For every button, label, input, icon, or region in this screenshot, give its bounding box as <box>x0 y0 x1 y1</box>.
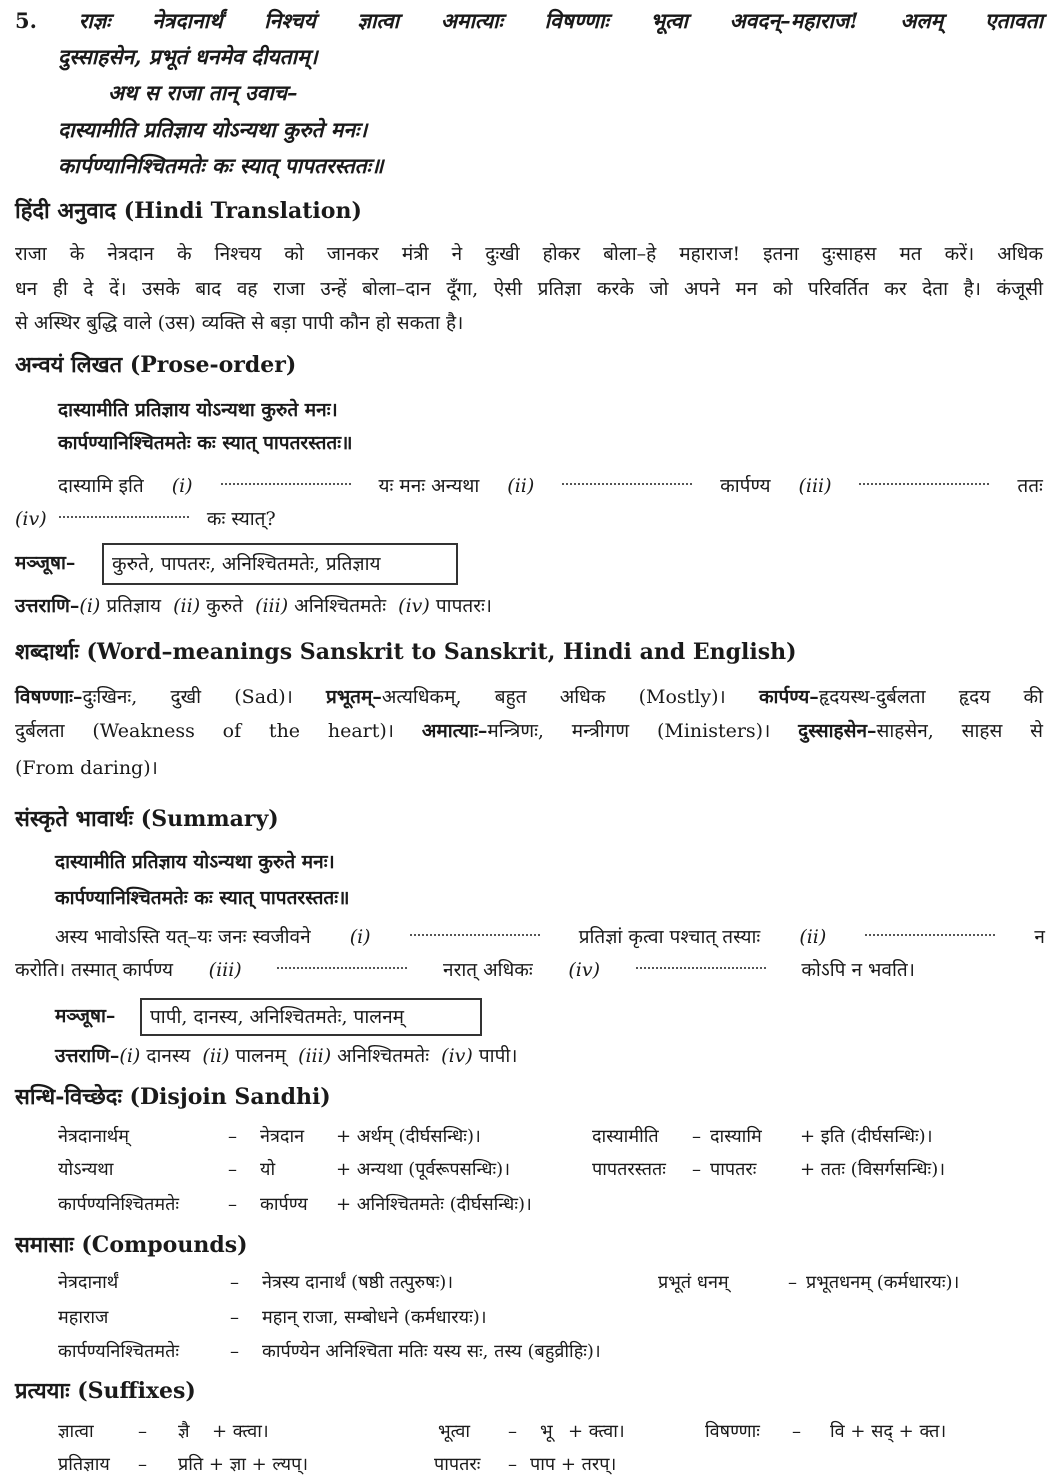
blank-dots <box>410 924 540 936</box>
blank-label: (i) <box>349 926 371 948</box>
term: प्रभूतम्– <box>326 686 382 708</box>
blank-dots <box>636 957 766 969</box>
samasa-cell: – <box>230 1272 239 1293</box>
summary-fill-line-1 <box>55 924 1045 950</box>
sandhi-cell: नेत्रदान <box>260 1126 305 1147</box>
suffixes-cell: – <box>792 1421 801 1442</box>
meaning: मन्त्रिणः, मन्त्रीगण (Ministers)। <box>487 720 799 742</box>
suffixes-cell: विषण्णाः <box>705 1421 760 1442</box>
word-meaning-line <box>15 755 158 781</box>
answer-num: (iii) <box>298 1045 332 1067</box>
answer-num: (i) <box>79 595 101 617</box>
heading-samasa: समासाः (Compounds) <box>15 1232 248 1258</box>
sandhi-cell: – <box>692 1159 701 1180</box>
sandhi-cell: पापतरस्ततः <box>592 1159 666 1180</box>
answer-num: (i) <box>119 1045 141 1067</box>
summary-answers <box>55 1043 518 1069</box>
word-box <box>102 543 458 585</box>
translation-line: धन ही दे दें। उसके बाद वह राजा उन्हें बोला–दान दूँगा, ऐसी प्रतिज्ञा करके जो अपने मन को परिवर्तित कर देता है। कंजूसी <box>15 278 1043 300</box>
blank-label: (iii) <box>798 475 832 497</box>
term: अमात्याः– <box>421 720 488 742</box>
samasa-cell: महाराज <box>58 1307 109 1328</box>
meaning: हृदयस्थ-दुर्बलता हृदय की <box>818 686 1043 708</box>
suffixes-cell: पापतरः <box>434 1454 481 1475</box>
word-box-label: मञ्जूषा– <box>15 552 76 574</box>
samasa-cell: प्रभूतं धनम् <box>658 1272 729 1293</box>
blank-label: (ii) <box>507 475 535 497</box>
fill-text: यः मनः अन्यथा <box>378 475 480 497</box>
answer: पापी। <box>478 1045 518 1067</box>
fill-text: कोऽपि न भवति। <box>801 959 915 981</box>
sandhi-cell: + अनिश्चितमतेः (दीर्घसन्धिः)। <box>336 1194 532 1215</box>
word-box <box>140 998 482 1036</box>
samasa-cell: कार्पण्येन अनिश्चिता मतिः यस्य सः, तस्य (बहुव्रीहिः)। <box>262 1341 601 1362</box>
samasa-cell: कार्पण्यनिश्चितमतेः <box>58 1341 180 1362</box>
suffixes-cell: भू <box>540 1421 553 1442</box>
answer: अनिश्चितमतेः <box>294 595 387 617</box>
blank-dots <box>562 473 692 485</box>
heading-prose-order: अन्वयं लिखत (Prose-order) <box>15 352 297 378</box>
suffixes-cell: पाप + तरप्। <box>530 1454 617 1475</box>
answer-num: (ii) <box>202 1045 230 1067</box>
sandhi-cell: योऽन्यथा <box>58 1159 114 1180</box>
verse-text: राज्ञः नेत्रदानार्थं निश्चयं ज्ञात्वा अमात्याः विषण्णाः भूत्वा अवदन्–महाराज! अलम् एतावता <box>78 8 1044 33</box>
samasa-cell: प्रभूतधनम् (कर्मधारयः)। <box>806 1272 960 1293</box>
heading-summary: संस्कृते भावार्थः (Summary) <box>15 806 279 832</box>
prose-fill-line-1 <box>58 473 1043 499</box>
suffixes-cell: प्रति + ज्ञा + ल्यप्। <box>178 1454 309 1475</box>
suffixes-cell: + क्त्वा। <box>212 1421 269 1442</box>
heading-word-meanings: शब्दार्थाः (Word–meanings Sanskrit to Sanskrit, Hindi and English) <box>15 639 797 665</box>
suffixes-cell: – <box>138 1421 147 1442</box>
prose-verse-2: कार्पण्यानिश्चितमतेः कः स्यात् पापतरस्ततः॥ <box>58 432 353 454</box>
blank-label: (iii) <box>208 959 242 981</box>
meaning: अत्यधिकम्, बहुत अधिक (Mostly)। <box>381 686 759 708</box>
blank-dots <box>865 924 995 936</box>
blank-dots <box>221 473 351 485</box>
fill-text: कार्पण्य <box>720 475 771 497</box>
meaning: (From daring)। <box>15 757 158 779</box>
blank-label: (iv) <box>15 508 47 530</box>
term: विषण्णाः– <box>15 686 83 708</box>
answer: पालनम् <box>235 1045 286 1067</box>
summary-verse-1: दास्यामीति प्रतिज्ञाय योऽन्यथा कुरुते मनः। <box>55 851 335 873</box>
word-box-label: मञ्जूषा– <box>55 1005 116 1027</box>
suffixes-cell: + क्त्वा। <box>568 1421 625 1442</box>
term: कार्पण्य– <box>758 686 819 708</box>
term: दुस्साहसेन– <box>798 720 877 742</box>
sandhi-cell: कार्पण्य <box>260 1194 308 1215</box>
sandhi-cell: नेत्रदानार्थम् <box>58 1126 130 1147</box>
blank-dots <box>59 506 189 518</box>
samasa-cell: महान् राजा, सम्बोधने (कर्मधारयः)। <box>262 1307 487 1328</box>
blank-dots <box>859 473 989 485</box>
answer: दानस्य <box>146 1045 191 1067</box>
sandhi-cell: पापतरः <box>710 1159 757 1180</box>
fill-text: नरात् अधिकः <box>443 959 533 981</box>
blank-label: (ii) <box>799 926 827 948</box>
verse-line-4: दास्यामीति प्रतिज्ञाय योऽन्यथा कुरुते मनः। <box>58 117 368 142</box>
blank-dots <box>277 957 407 969</box>
answer: पापतरः। <box>435 595 493 617</box>
heading-hindi-translation: हिंदी अनुवाद (Hindi Translation) <box>15 198 362 224</box>
answer: अनिश्चितमतेः <box>337 1045 430 1067</box>
translation-line: से अस्थिर बुद्धि वाले (उस) व्यक्ति से बड़ा पापी कौन हो सकता है। <box>15 312 464 334</box>
sandhi-cell: यो <box>260 1159 276 1180</box>
translation-line: राजा के नेत्रदान के निश्चय को जानकर मंत्री ने दुःखी होकर बोला–हे महाराज! इतना दुःसाहस मत करें। अधिक <box>15 243 1043 265</box>
heading-suffixes: प्रत्ययाः (Suffixes) <box>15 1378 196 1404</box>
summary-fill-line-2 <box>15 957 915 983</box>
verse-line-5: कार्पण्यानिश्चितमतेः कः स्यात् पापतरस्ततः॥ <box>58 153 384 178</box>
suffixes-cell: ज्ञात्वा <box>58 1421 94 1442</box>
fill-text: दास्यामि इति <box>58 475 144 497</box>
sandhi-cell: + इति (दीर्घसन्धिः)। <box>800 1126 933 1147</box>
word-box-words: कुरुते, पापतरः, अनिश्चितमतेः, प्रतिज्ञाय <box>112 553 381 575</box>
meaning: दुःखिनः, दुखी (Sad)। <box>82 686 327 708</box>
suffixes-cell: वि + सद् + क्त। <box>830 1421 947 1442</box>
sandhi-cell: + अन्यथा (पूर्वरूपसन्धिः)। <box>336 1159 511 1180</box>
fill-text: न <box>1034 926 1045 948</box>
answer-num: (iv) <box>398 595 430 617</box>
blank-label: (iv) <box>568 959 600 981</box>
prose-verse-1: दास्यामीति प्रतिज्ञाय योऽन्यथा कुरुते मनः। <box>58 399 338 421</box>
word-box-words: पापी, दानस्य, अनिश्चितमतेः, पालनम् <box>150 1006 405 1028</box>
sandhi-cell: – <box>228 1126 237 1147</box>
verse-line-1 <box>15 8 1043 34</box>
answers-label: उत्तराणि– <box>55 1045 120 1067</box>
sandhi-cell: – <box>692 1126 701 1147</box>
prose-answers <box>15 593 492 619</box>
answers-label: उत्तराणि– <box>15 595 80 617</box>
answer: कुरुते <box>206 595 243 617</box>
blank-label: (i) <box>171 475 193 497</box>
word-meaning-line <box>15 718 1043 744</box>
sandhi-cell: दास्यामीति <box>592 1126 659 1147</box>
sandhi-cell: + अर्थम् (दीर्घसन्धिः)। <box>336 1126 481 1147</box>
answer-num: (iii) <box>255 595 289 617</box>
samasa-cell: नेत्रदानार्थं <box>58 1272 119 1293</box>
samasa-cell: नेत्रस्य दानार्थं (षष्ठी तत्पुरुषः)। <box>262 1272 454 1293</box>
answer-num: (iv) <box>441 1045 473 1067</box>
fill-text: प्रतिज्ञां कृत्वा पश्चात् तस्याः <box>578 926 761 948</box>
verse-number: 5. <box>15 8 37 33</box>
answer: प्रतिज्ञाय <box>106 595 162 617</box>
meaning: दुर्बलता (Weakness of the heart)। <box>15 720 422 742</box>
word-meaning-line <box>15 684 1043 710</box>
samasa-cell: – <box>230 1341 239 1362</box>
fill-text: करोति। तस्मात् कार्पण्य <box>15 959 173 981</box>
meaning: साहसेन, साहस से <box>876 720 1043 742</box>
suffixes-cell: भूत्वा <box>438 1421 471 1442</box>
heading-sandhi: सन्धि-विच्छेदः (Disjoin Sandhi) <box>15 1084 331 1110</box>
suffixes-cell: – <box>508 1421 517 1442</box>
sandhi-cell: – <box>228 1159 237 1180</box>
suffixes-cell: – <box>508 1454 517 1475</box>
prose-fill-line-2 <box>15 506 276 532</box>
samasa-cell: – <box>788 1272 797 1293</box>
sandhi-cell: – <box>228 1194 237 1215</box>
samasa-cell: – <box>230 1307 239 1328</box>
fill-text: ततः <box>1017 475 1043 497</box>
sandhi-cell: कार्पण्यनिश्चितमतेः <box>58 1194 180 1215</box>
summary-verse-2: कार्पण्यानिश्चितमतेः कः स्यात् पापतरस्ततः॥ <box>55 887 350 909</box>
sandhi-cell: दास्यामि <box>710 1126 762 1147</box>
verse-line-2: दुस्साहसेन, प्रभूतं धनमेव दीयताम्। <box>58 44 318 69</box>
suffixes-cell: ज्ञै <box>178 1421 190 1442</box>
fill-text: कः स्यात्? <box>206 508 276 530</box>
suffixes-cell: प्रतिज्ञाय <box>58 1454 110 1475</box>
suffixes-cell: – <box>138 1454 147 1475</box>
sandhi-cell: + ततः (विसर्गसन्धिः)। <box>800 1159 946 1180</box>
verse-line-3: अथ स राजा तान् उवाच– <box>108 80 298 105</box>
fill-text: अस्य भावोऽस्ति यत्–यः जनः स्वजीवने <box>55 926 311 948</box>
answer-num: (ii) <box>173 595 201 617</box>
